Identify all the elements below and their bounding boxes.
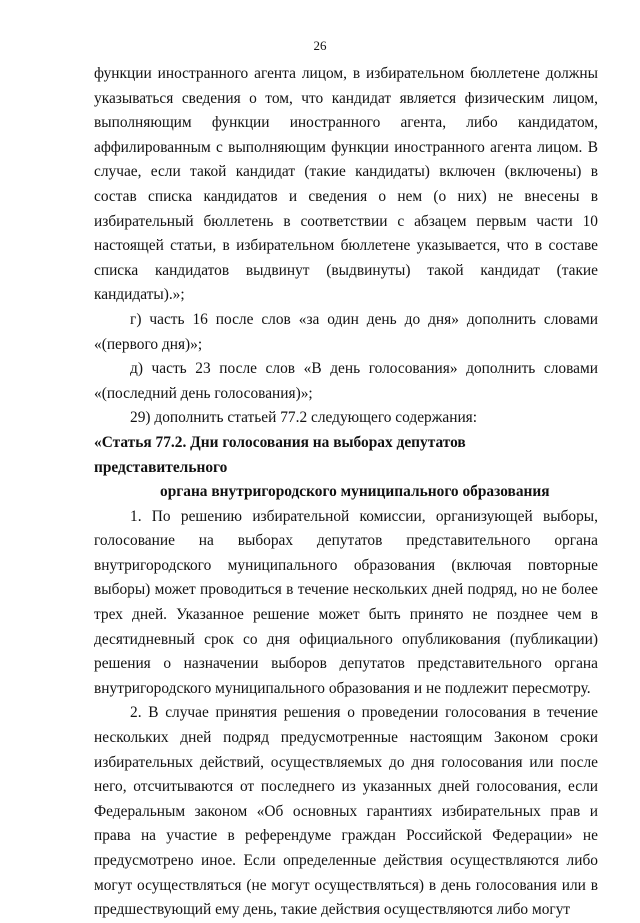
page-number: 26 xyxy=(313,38,327,53)
paragraph-item-d: д) часть 23 после слов «В день голосования» дополнить словами «(последний день голосования)»; xyxy=(94,360,598,402)
article-clause-2: 2. В случае принятия решения о проведении голосования в течение нескольких дней подряд предусмотренные настоящим Законом сроки избирательных действий, осуществляемых до дня голосования или после него, отсчитываются от последнего из указанных дней голосования, если Федеральным законом «Об основных гарантиях избирательных прав и права на участие в референдуме граждан Российской Федерации» не предусмотрено иное. Если определенные действия осуществляются либо могут осуществляться (не могут осуществляться) в день голосования или в предшествующий ему день, такие действия осуществляются либо могут xyxy=(94,704,598,919)
document-body xyxy=(94,62,598,923)
article-heading-line1: «Статья 77.2. Дни голосования на выборах депутатов представительного xyxy=(94,433,466,476)
article-clause-1: 1. По решению избирательной комиссии, организующей выборы, голосование на выборах депутатов представительного органа внутригородского муниципального образования (включая повторные выборы) может проводиться в течение нескольких дней подряд, но не более трех дней. Указанное решение может быть принято не позднее чем в десятидневный срок со дня официального опубликования (публикации) решения о назначении выборов депутатов представительного органа внутригородского муниципального образования и не подлежит пересмотру. xyxy=(94,507,598,697)
paragraph-item-g: г) часть 16 после слов «за один день до дня» дополнить словами «(первого дня)»; xyxy=(94,310,598,353)
paragraph-continuation: функции иностранного агента лицом, в избирательном бюллетене должны указываться сведения о том, что кандидат является физическим лицом, выполняющим функции иностранного агента, либо кандидатом, аффилированным с выполняющим функции иностранного агента лицом. В случае, если такой кандидат (такие кандидаты) включен (включены) в состав списка кандидатов и сведения о нем (о них) не внесены в избирательный бюллетень в соответствии с абзацем первым части 10 настоящей статьи, в избирательном бюллетене указывается, что в составе списка кандидатов выдвинут (выдвинуты) такой кандидат (такие кандидаты).»; xyxy=(94,65,598,304)
article-heading xyxy=(94,431,598,505)
article-heading-line2: органа внутригородского муниципального образования xyxy=(160,483,550,501)
paragraph-item-29: 29) дополнить статьей 77.2 следующего содержания: xyxy=(130,409,478,427)
